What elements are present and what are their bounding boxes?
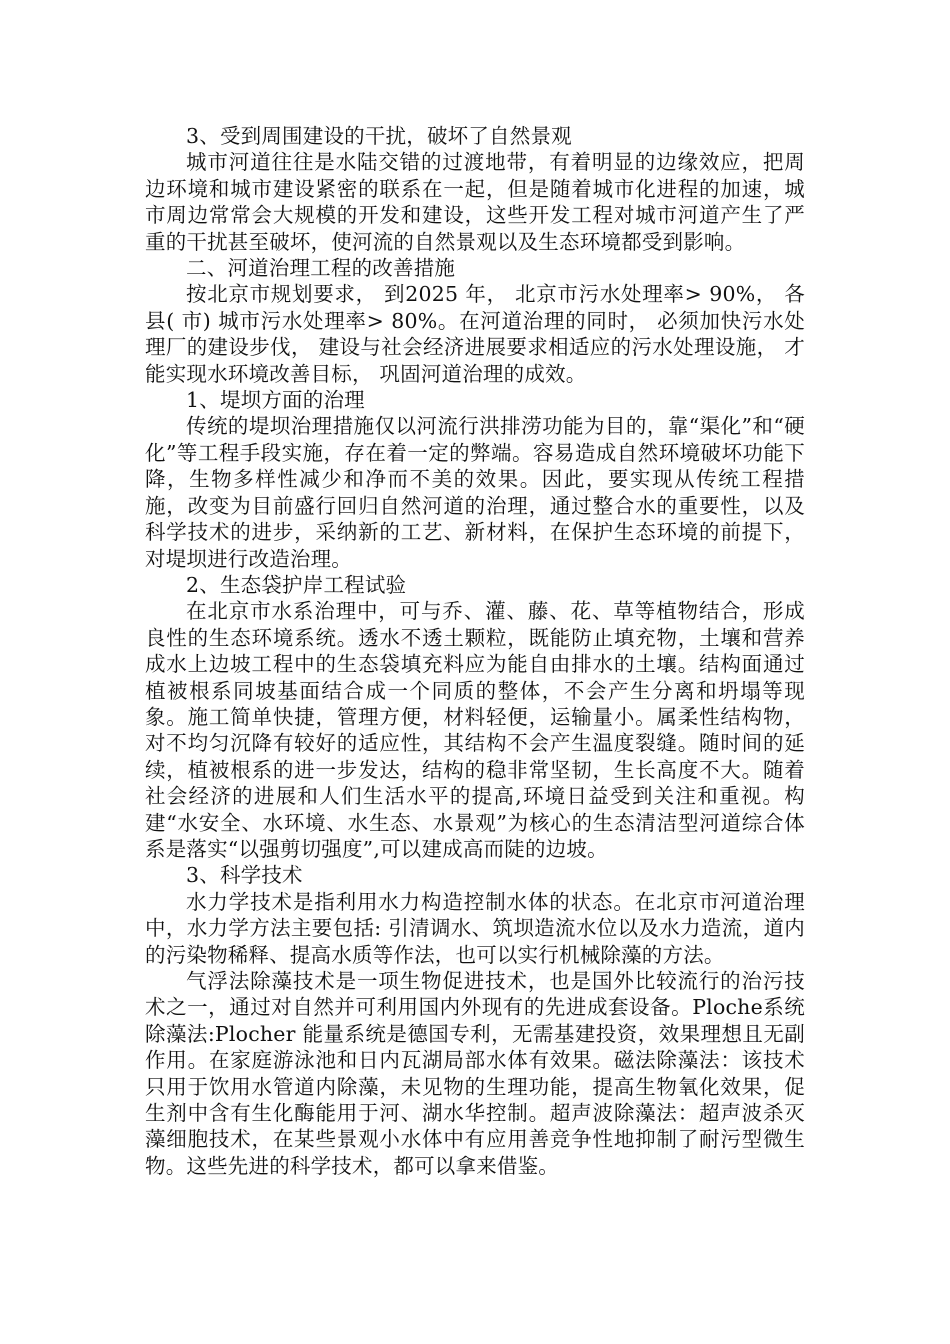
section-heading: 二、河道治理工程的改善措施 xyxy=(186,256,456,281)
paragraph: 城市河道往往是水陆交错的过渡地带，有着明显的边缘效应，把周边环境和城市建设紧密的联系在一起，但是随着城市化进程的加速，城市周边常常会大规模的开发和建设，这些开发工程对城市河道产生了严重的干扰甚至破坏，使河流的自然景观以及生态环境都受到影响。 xyxy=(145,150,805,254)
section-heading: 2、生态袋护岸工程试验 xyxy=(186,572,407,597)
paragraph: 传统的堤坝治理措施仅以河流行洪排涝功能为目的，靠“渠化”和“硬化”等工程手段实施，存在着一定的弊端。容易造成自然环境破坏功能下降，生物多样性减少和净而不美的效果。因此，要实现从传统工程措施，改变为目前盛行回归自然河道的治理，通过整合水的重要性，以及科学技术的进步，采纳新的工艺、新材料，在保护生态环境的前提下，对堤坝进行改造治理。 xyxy=(145,414,805,571)
paragraph: 在北京市水系治理中，可与乔、灌、藤、花、草等植物结合，形成良性的生态环境系统。透水不透土颗粒，既能防止填充物，土壤和营养成水上边坡工程中的生态袋填充料应为能自由排水的土壤。结构面通过植被根系同坡基面结合成一个同质的整体，不会产生分离和坍塌等现象。施工简单快捷，管理方便，材料轻便，运输量小。属柔性结构物，对不均匀沉降有较好的适应性，其结构不会产生温度裂缝。随时间的延续，植被根系的进一步发达，结构的稳非常坚韧，生长高度不大。随着社会经济的进展和人们生活水平的提高,环境日益受到关注和重视。构建“水安全、水环境、水生态、水景观”为核心的生态清洁型河道综合体系是落实“以强剪切强度”,可以建成高而陡的边坡。 xyxy=(145,599,805,861)
paragraph: 气浮法除藻技术是一项生物促进技术，也是国外比较流行的治污技术之一，通过对自然并可利用国内外现有的先进成套设备。Ploche系统除藻法:Plocher 能量系统是德国专利，无需基建投资，效果理想且无副作用。在家庭游泳池和日内瓦湖局部水体有效果。磁法除藻法：该技术只用于饮用水管道内除藻，未见物的生理功能，提高生物氧化效果，促生剂中含有生化酶能用于河、湖水华控制。超声波除藻法：超声波杀灭藻细胞技术，在某些景观小水体中有应用善竞争性地抑制了耐污型微生物。这些先进的科学技术，都可以拿来借鉴。 xyxy=(145,969,805,1178)
section-heading: 3、受到周围建设的干扰，破坏了自然景观 xyxy=(186,124,572,148)
paragraph: 按北京市规划要求， 到2025 年， 北京市污水处理率> 90%， 各县( 市) 城市污水处理率> 80%。在河道治理的同时， 必须加快污水处理厂的建设步伐， 建设与社会经济进展要求相适应的污水处理设施， 才能实现水环境改善目标， 巩固河道治理的成效。 xyxy=(145,282,805,386)
document-page xyxy=(145,123,805,1179)
section-heading: 3、科学技术 xyxy=(186,863,303,888)
section-heading: 1、堤坝方面的治理 xyxy=(186,388,365,413)
paragraph: 水力学技术是指利用水力构造控制水体的状态。在北京市河道治理中，水力学方法主要包括: 引清调水、筑坝造流水位以及水力造流，道内的污染物稀释、提高水质等作法，也可以实行机械除藻的方法。 xyxy=(145,889,805,967)
